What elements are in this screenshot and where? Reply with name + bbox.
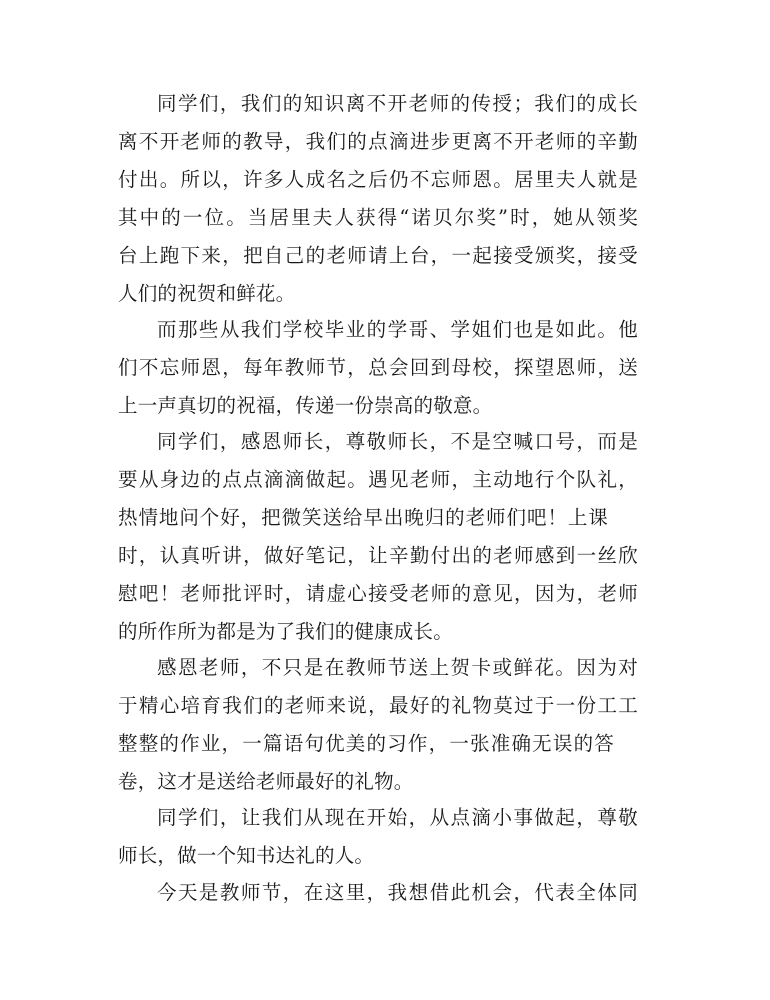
text-line: 上一声真切的祝福，传递一份崇高的敬意。 [118, 394, 493, 417]
text-line: 付出。所以，许多人成名之后仍不忘师恩。居里夫人就是 [118, 168, 638, 191]
text-line: 人们的祝贺和鲜花。 [118, 282, 296, 305]
text-line: 师长，做一个知书达礼的人。 [118, 844, 375, 867]
text-line: 而那些从我们学校毕业的学哥、学姐们也是如此。他 [157, 318, 638, 341]
text-line: 同学们，我们的知识离不开老师的传授；我们的成长 [157, 92, 638, 115]
text-line: 同学们，感恩师长，尊敬师长，不是空喊口号，而是 [157, 430, 638, 453]
text-line: 热情地问个好，把微笑送给早出晚归的老师们吧！上课 [118, 506, 608, 529]
text-line: 今天是教师节，在这里，我想借此机会，代表全体同 [157, 881, 638, 904]
text-line: 其中的一位。当居里夫人获得“诺贝尔奖”时，她从领奖 [118, 206, 638, 229]
text-line: 离不开老师的教导，我们的点滴进步更离不开老师的辛勤 [118, 130, 638, 153]
text-line: 感恩老师，不只是在教师节送上贺卡或鲜花。因为对 [157, 656, 638, 679]
text-line: 台上跑下来，把自己的老师请上台，一起接受颁奖，接受 [118, 244, 638, 267]
text-line: 同学们，让我们从现在开始，从点滴小事做起，尊敬 [157, 806, 638, 829]
text-line: 整整的作业，一篇语句优美的习作，一张准确无误的答 [118, 732, 614, 755]
text-line: 的所作所为都是为了我们的健康成长。 [118, 620, 453, 643]
text-line: 要从身边的点点滴滴做起。遇见老师，主动地行个队礼， [118, 468, 638, 491]
text-line: 于精心培育我们的老师来说，最好的礼物莫过于一份工工 [118, 694, 638, 717]
text-line: 们不忘师恩，每年教师节，总会回到母校，探望恩师，送 [118, 356, 638, 379]
text-line: 慰吧！老师批评时，请虚心接受老师的意见，因为，老师 [118, 582, 638, 605]
text-line: 卷，这才是送给老师最好的礼物。 [118, 770, 414, 793]
text-line: 时，认真听讲，做好笔记，让辛勤付出的老师感到一丝欣 [118, 544, 638, 567]
